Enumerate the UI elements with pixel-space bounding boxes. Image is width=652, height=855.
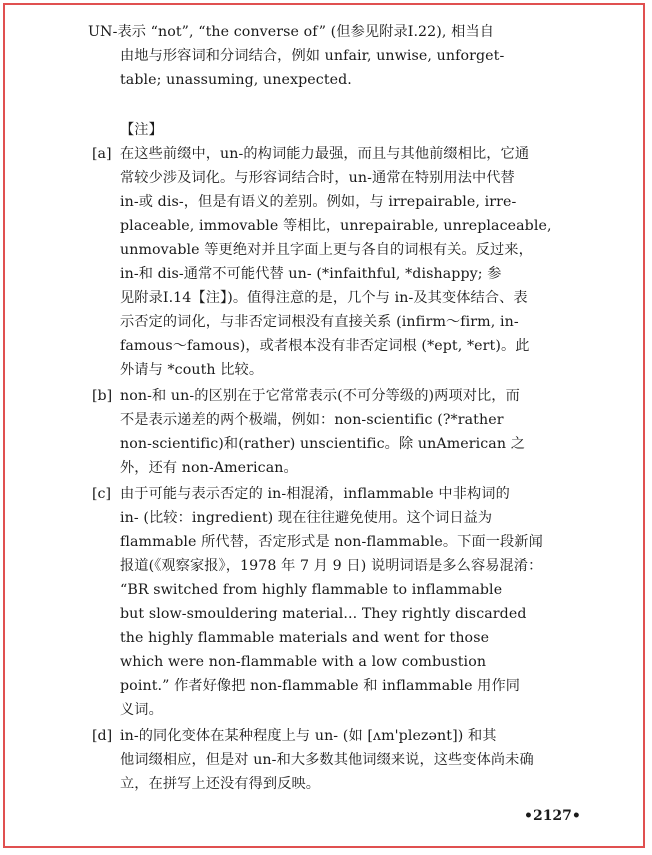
note-label-d: [d]: [92, 728, 113, 744]
note-b-line: non-scientific)和(rather) unscientific。除 unAmerican 之: [120, 436, 525, 452]
page-number: •2127•: [524, 808, 581, 824]
note-c-line: which were non-flammable with a low combustion: [120, 654, 487, 670]
intro-line: UN-表示 “not”, “the converse of” (但参见附录Ⅰ.22), 相当自: [88, 24, 495, 40]
note-label-a: [a]: [92, 146, 112, 162]
note-b-line: 不是表示递差的两个极端，例如：non-scientific (?*rather: [120, 412, 504, 428]
note-d-line: 他词缀相应，但是对 un-和大多数其他词缀来说，这些变体尚未确: [120, 752, 534, 768]
note-a-line: in-或 dis-，但是有语义的差别。例如，与 irrepairable, irre-: [120, 194, 517, 210]
note-d-line: 立，在拼写上还没有得到反映。: [120, 776, 321, 792]
note-c-line: 由于可能与表示否定的 in-相混淆，inflammable 中非构词的: [120, 486, 510, 502]
note-a-line: 常较少涉及词化。与形容词结合时，un-通常在特别用法中代替: [120, 170, 515, 186]
note-a-line: in-和 dis-通常不可能代替 un- (*infaithful, *dishappy; 参: [120, 266, 502, 282]
note-b-line: non-和 un-的区别在于它常常表示(不可分等级的)两项对比，而: [120, 388, 520, 404]
note-b-line: 外，还有 non-American。: [120, 460, 298, 476]
note-d-line: in-的同化变体在某种程度上与 un- (如 [ʌm'plezənt]) 和其: [120, 728, 497, 744]
note-label-c: [c]: [92, 486, 112, 502]
note-c-line: the highly flammable materials and went for those: [120, 630, 490, 646]
note-label-b: [b]: [92, 388, 113, 404]
note-a-line: placeable, immovable 等相比，unrepairable, unreplaceable,: [120, 218, 552, 234]
intro-line: 由地与形容词和分词结合，例如 unfair, unwise, unforget-: [120, 48, 505, 64]
note-c-line: in- (比较：ingredient) 现在往往避免使用。这个词日益为: [120, 510, 493, 526]
note-c-line: 义词。: [120, 702, 163, 718]
note-c-line: flammable 所代替，否定形式是 non-flammable。下面一段新闻: [120, 534, 543, 550]
note-a-line: famous～famous)，或者根本没有非否定词根 (*ept, *ert)。此: [120, 338, 530, 354]
note-a-line: 在这些前缀中，un-的构词能力最强，而且与其他前缀相比，它通: [120, 146, 530, 162]
note-a-line: 见附录Ⅰ.14【注】)。值得注意的是，几个与 in-及其变体结合、表: [120, 290, 528, 306]
note-c-line: point.” 作者好像把 non-flammable 和 inflammable 用作同: [120, 678, 521, 694]
note-a-line: unmovable 等更绝对并且字面上更与各自的词根有关。反过来，: [120, 242, 533, 258]
notes-heading: 【注】: [120, 122, 163, 138]
note-a-line: 外请与 *couth 比较。: [120, 362, 264, 378]
intro-line: table; unassuming, unexpected.: [120, 72, 352, 88]
note-c-line: but slow-smouldering material... They rightly discarded: [120, 606, 527, 622]
note-c-line: 报道(《观察家报》，1978 年 7 月 9 日) 说明词语是多么容易混淆：: [120, 558, 543, 574]
note-a-line: 示否定的词化，与非否定词根没有直接关系 (infirm～firm, in-: [120, 314, 519, 330]
note-c-line: “BR switched from highly flammable to inflammable: [120, 582, 503, 598]
